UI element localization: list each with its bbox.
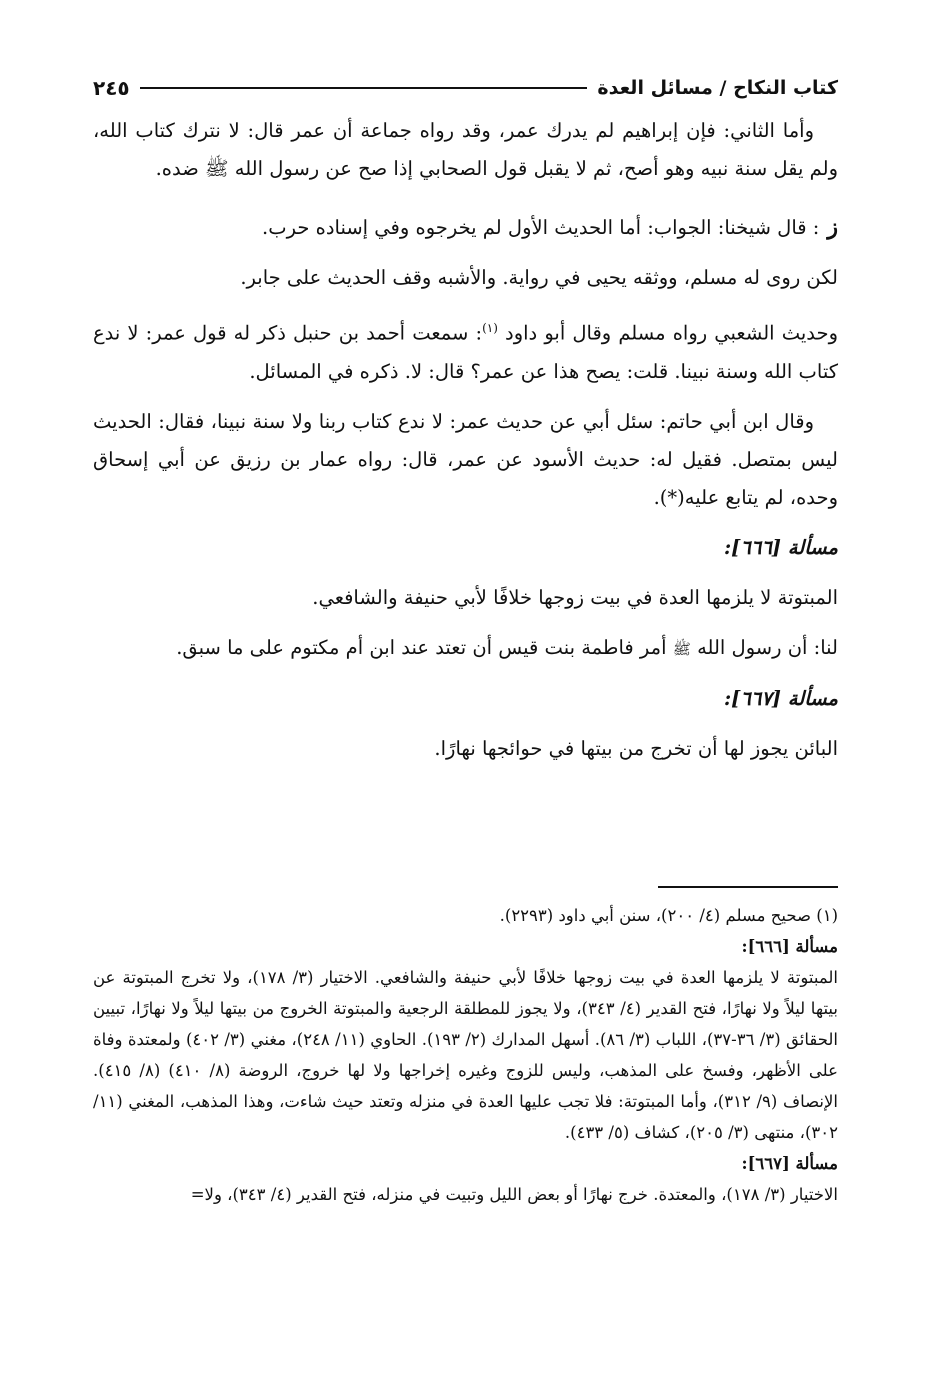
paragraph-2-text: : قال شيخنا: الجواب: أما الحديث الأول لم يخرجوه وفي إسناده حرب. [262, 216, 820, 239]
masala-667-text: البائن يجوز لها أن تخرج من بيتها في حوائجها نهارًا. [434, 736, 838, 760]
paragraph-3: لكن روى له مسلم، ووثقه يحيى في رواية. والأشبه وقف الحديث على جابر. [240, 266, 838, 289]
footnote-ref-1: (١) [482, 321, 498, 335]
salutation-glyph: ﷺ [672, 639, 691, 658]
header-title: كتاب النكاح / مسائل العدة [597, 77, 838, 99]
footnote-masala-666-heading: مسألة [٦٦٦]: [741, 937, 838, 956]
page-number: ٢٤٥ [93, 76, 130, 100]
paragraph-2 [93, 208, 838, 247]
header-rule [140, 87, 588, 89]
footnote-masala-667-heading: مسألة [٦٦٧]: [741, 1154, 838, 1173]
paragraph-1: وأما الثاني: فإن إبراهيم لم يدرك عمر، وقد رواه جماعة أن عمر قال: لا نترك كتاب الله، ولم يقل سنة نبيه وهو أصح، ثم لا يقبل قول الصحابي إذا صح عن رسول الله ﷺ ضده. [93, 119, 838, 180]
paragraph-5: وقال ابن أبي حاتم: سئل أبي عن حديث عمر: لا ندع كتاب ربنا ولا سنة نبينا، فقال: الحديث ليس بمتصل. فقيل له: حديث الأسود عن عمر، قال: رواه عمار بن رزيق عن أبي إسحاق وحده، لم يتابع عليه(*). [93, 409, 838, 509]
main-text [93, 112, 838, 768]
proof-text-a: لنا: أن رسول الله [697, 635, 838, 659]
footnote-masala-667-text: الاختيار (٣/ ١٧٨)، والمعتدة. خرج نهارًا أو بعض الليل وتبيت في منزله، فتح القدير (٤/ ٣٤٣)، ولا= [190, 1185, 838, 1204]
footnote-masala-666-text: المبتوتة لا يلزمها العدة في بيت زوجها خلافًا لأبي حنيفة والشافعي. الاختيار (٣/ ١٧٨)، ولا تخرج المبتوتة عن بيتها ليلاً ولا نهارًا، فتح القدير (٤/ ٣٤٣)، ولا يجوز للمطلقة الرجعية والمبتوتة الخروج من بيتها ليلاً ولا نهارًا، تبيين الحقائق (٣/ ٣٦-٣٧)، اللباب (٣/ ٨٦). أسهل المدارك (٢/ ١٩٣). الحاوي (١١/ ٢٤٨)، مغني (٣/ ٤٠٢) ولمعتدة وفاة على الأظهر، وفسخ على المذهب، وليس للزوج وغيره إخراجها ولا لها خروج، الروضة (٨/ ٤١٠) (٨/ ٤١٥). الإنصاف (٩/ ٣١٢)، وأما المبتوتة: فلا تجب عليها العدة في منزله وتعتد حيث شاءت، وهذا المذهب، المغني (١١/ ٣٠٢)، منتهى (٣/ ٢٠٥)، كشاف (٥/ ٤٣٣). [93, 968, 839, 1142]
paragraph-4 [93, 309, 838, 391]
masala-666-heading: مسألة [٦٦٦]: [723, 535, 838, 559]
footnote-1: (١) صحيح مسلم (٤/ ٢٠٠)، سنن أبي داود (٢٢٩٣). [499, 906, 838, 925]
paragraph-4-text-b: : سمعت أحمد بن حنبل ذكر له قول عمر: لا ندع كتاب الله وسنة نبينا. قلت: يصح هذا عن عمر؟ قال: لا. ذكره في المسائل. [93, 321, 838, 383]
masala-667-heading: مسألة [٦٦٧]: [723, 686, 838, 710]
footnote-separator [658, 886, 838, 888]
zay-marker: ز [827, 214, 838, 240]
proof-text-b: أمر فاطمة بنت قيس أن تعتد عند ابن أم مكتوم على ما سبق. [176, 635, 667, 659]
paragraph-4-text-a: وحديث الشعبي رواه مسلم وقال أبو داود [505, 321, 838, 345]
running-header [93, 72, 838, 104]
masala-666-proof [93, 629, 838, 668]
footnotes [93, 900, 838, 1210]
masala-666-text: المبتوتة لا يلزمها العدة في بيت زوجها خلافًا لأبي حنيفة والشافعي. [312, 585, 838, 609]
